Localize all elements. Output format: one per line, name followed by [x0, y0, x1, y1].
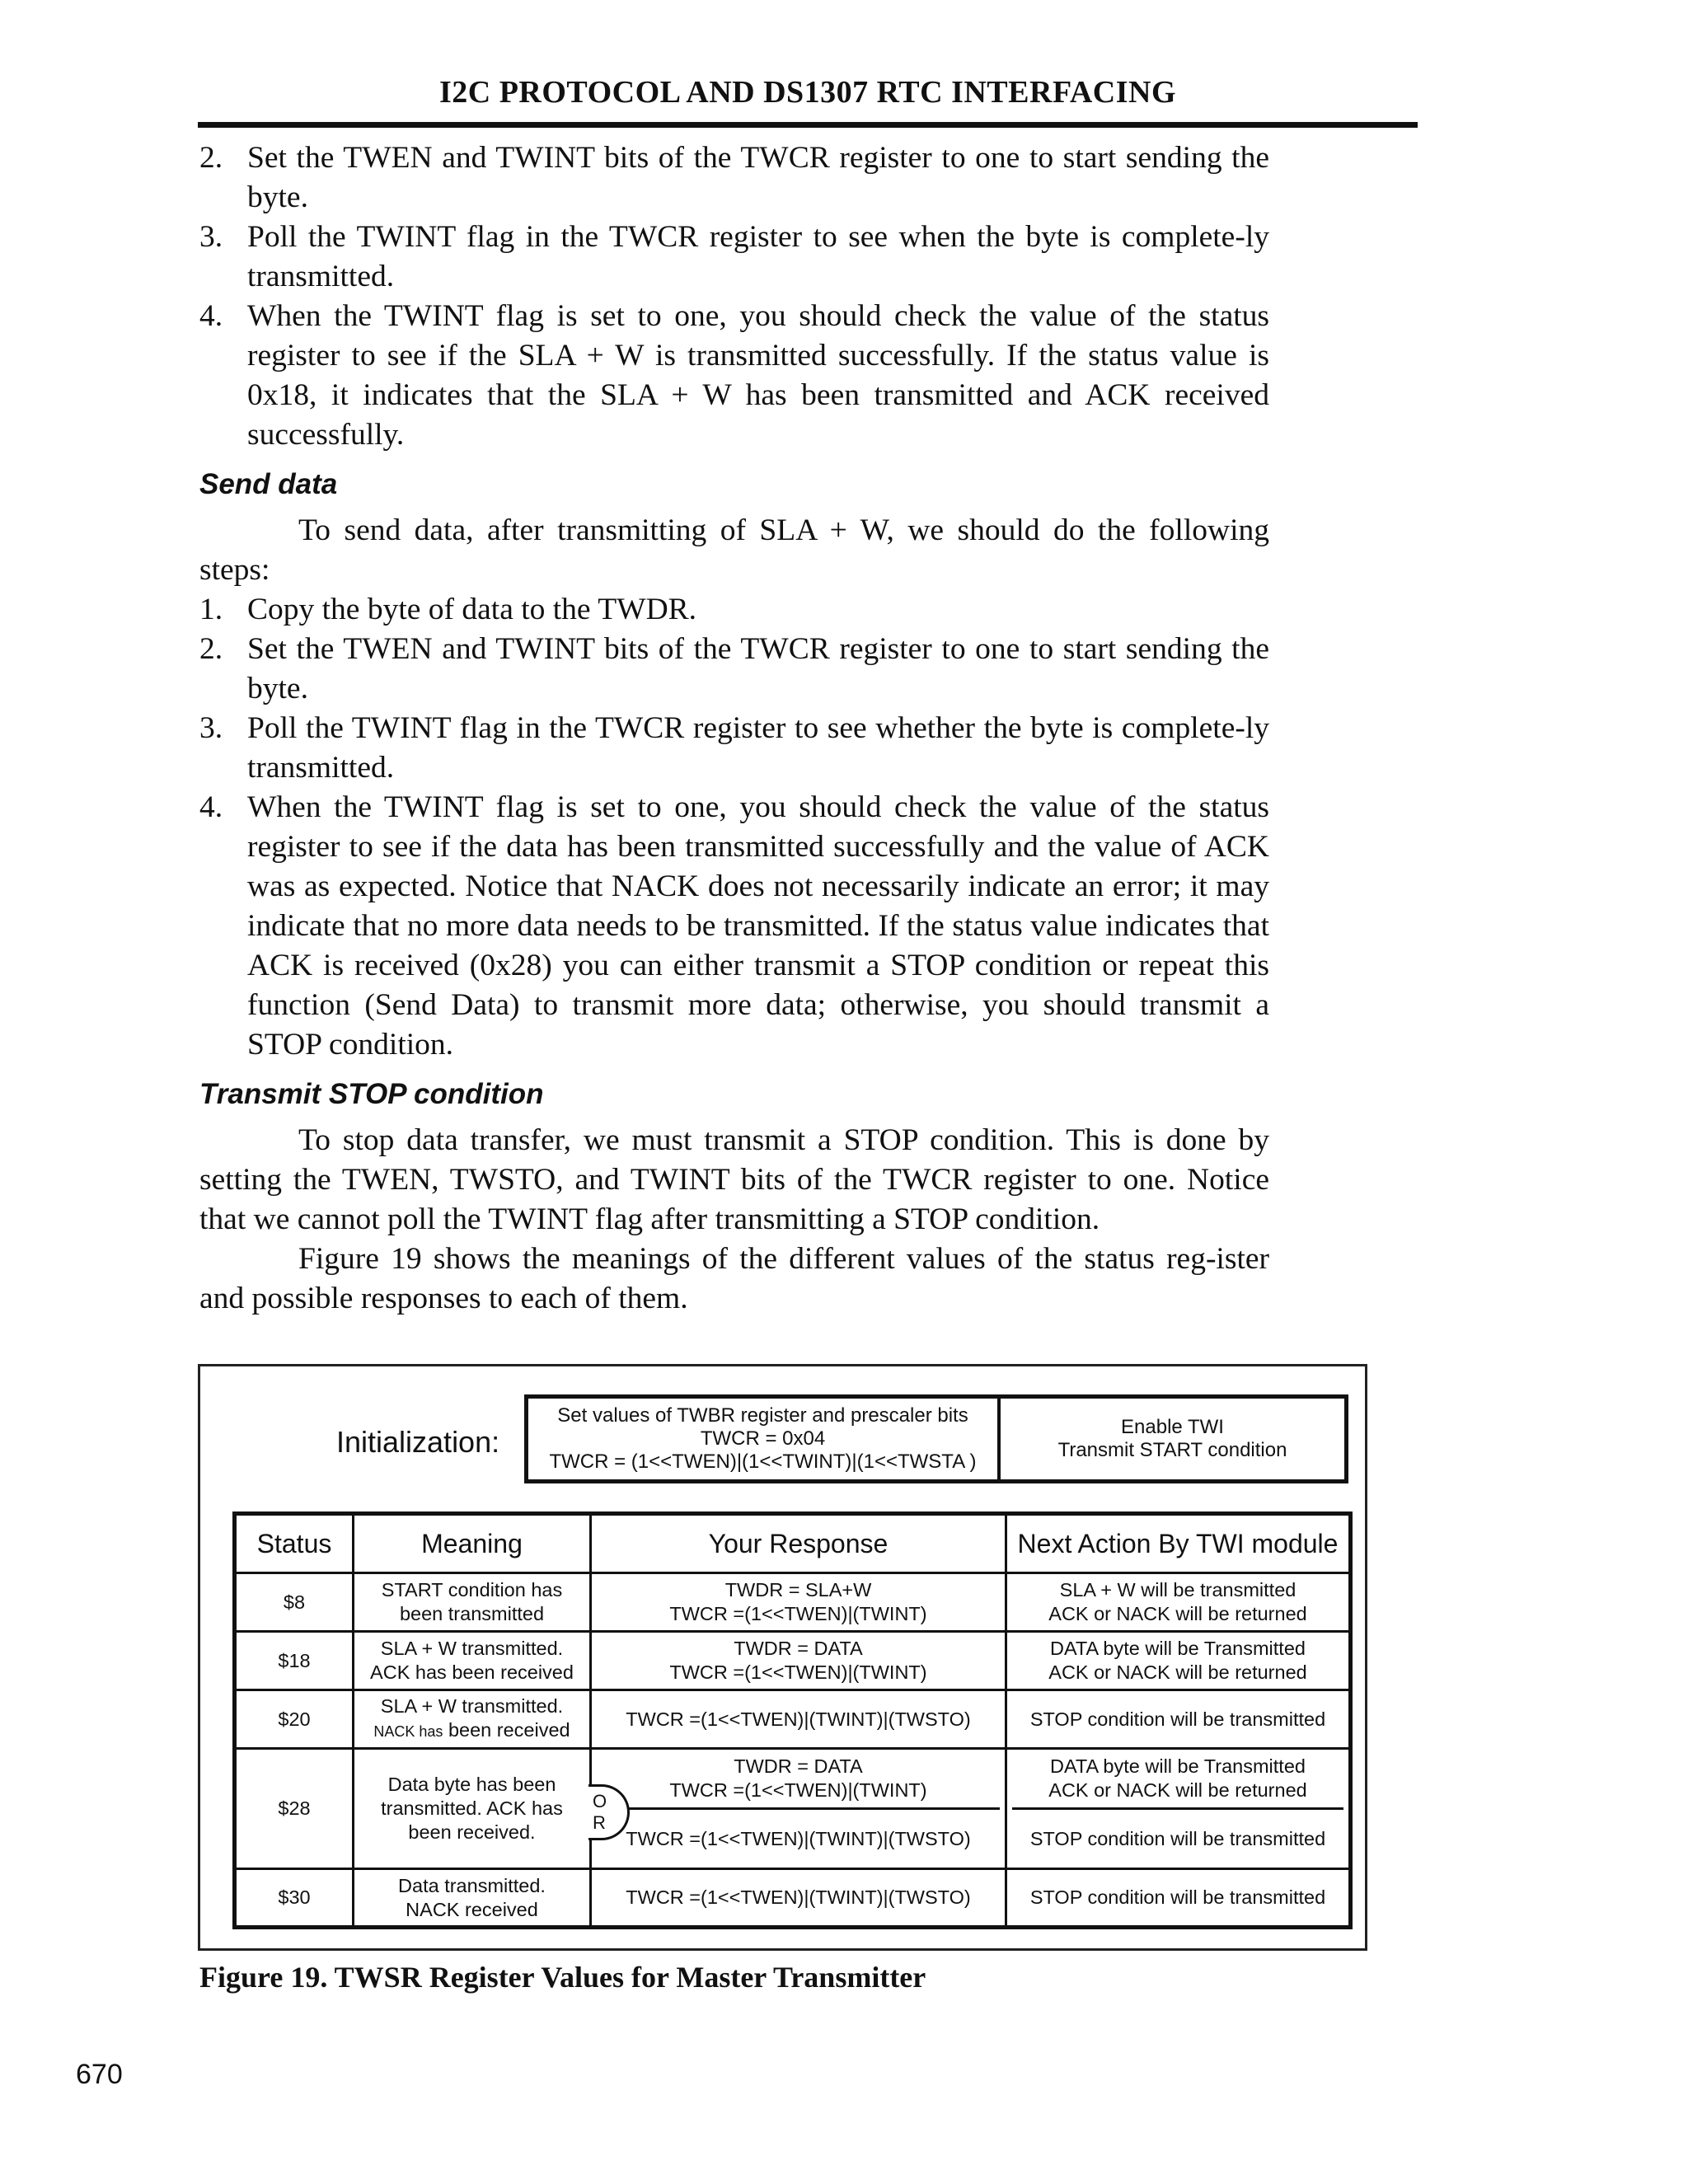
list-item	[199, 630, 1269, 709]
cell-line: ACK or NACK will be returned	[1048, 1603, 1307, 1624]
section-heading-send-data: Send data	[199, 468, 338, 500]
list-item	[199, 138, 1269, 218]
figure-caption: Figure 19. TWSR Register Values for Master Transmitter	[199, 1961, 926, 1994]
list-text: When the TWINT flag is set to one, you should check the value of the status register to see if the data has been transmitted successfully and the value of ACK was as expected. Notice that NACK does not necessarily indicate an error; it may indicate that no more data needs to be transmitted. If the status value indicates that ACK is received (0x28) you can either transmit a STOP condition or repeat this function (Send Data) to transmit more data; otherwise, you should transmit a STOP condition.	[247, 790, 1269, 1062]
list-text: Copy the byte of data to the TWDR.	[247, 593, 697, 626]
response-cell	[591, 1573, 1006, 1632]
or-bracket	[588, 1784, 630, 1840]
cell-line	[359, 1718, 584, 1744]
table-row	[235, 1690, 1351, 1749]
cell-line: TWCR =(1<<TWEN)|(TWINT)|(TWSTO)	[626, 1827, 971, 1849]
list-text: When the TWINT flag is set to one, you should check the value of the status register to see if the SLA + W is transmitted successfully. If the status value is 0x18, it indicates that the SLA + W has been transmitted and ACK received successfully.	[247, 299, 1269, 452]
list-number: 2.	[199, 141, 223, 175]
table-row	[235, 1632, 1351, 1690]
list-text: Poll the TWINT flag in the TWCR register to see whether the byte is complete-ly transmitted.	[247, 711, 1269, 785]
status-cell: $18	[235, 1632, 354, 1690]
column-header: Next Action By TWI module	[1006, 1514, 1351, 1573]
meaning-cell	[354, 1749, 591, 1869]
header-rule	[198, 122, 1418, 128]
next-action-cell	[1006, 1573, 1351, 1632]
status-cell: $28	[235, 1749, 354, 1869]
cell-line: TWCR =(1<<TWEN)|(TWINT)	[669, 1661, 927, 1683]
cell-line: ACK has been received	[370, 1661, 574, 1683]
list-number: 4.	[199, 790, 223, 824]
column-header: Status	[235, 1514, 354, 1573]
cell-line: TWCR =(1<<TWEN)|(TWINT)	[669, 1779, 927, 1801]
intro-steps	[199, 138, 1269, 455]
cell-line: TWDR = DATA	[734, 1638, 863, 1659]
response-cell-split	[591, 1749, 1006, 1869]
cell-line: been transmitted	[399, 1603, 545, 1624]
cell-line: transmitted. ACK has	[381, 1797, 563, 1819]
or-letter: R	[593, 1812, 606, 1833]
cell-line: START condition has	[381, 1579, 563, 1601]
init-line: Enable TWI	[1121, 1416, 1224, 1438]
cell-line: STOP condition will be transmitted	[1029, 1827, 1326, 1849]
cell-line: SLA + W transmitted.	[380, 1695, 564, 1717]
init-line: Set values of TWBR register and prescaler bits	[557, 1404, 968, 1427]
init-register-settings	[528, 1399, 1001, 1479]
cell-line: DATA byte will be Transmitted	[1050, 1755, 1306, 1777]
response-cell	[591, 1632, 1006, 1690]
next-action-cell	[1006, 1632, 1351, 1690]
response-option-a	[597, 1750, 1000, 1810]
running-header: I2C PROTOCOL AND DS1307 RTC INTERFACING	[438, 75, 1177, 110]
init-line: TWCR = 0x04	[700, 1427, 826, 1450]
cell-line: ACK or NACK will be returned	[1048, 1661, 1307, 1683]
list-number: 1.	[199, 593, 223, 626]
table-row	[235, 1573, 1351, 1632]
meaning-cell	[354, 1573, 591, 1632]
cell-line: been received.	[408, 1821, 536, 1843]
meaning-cell	[354, 1632, 591, 1690]
response-option-b	[597, 1810, 1000, 1868]
column-header: Meaning	[354, 1514, 591, 1573]
section-heading-transmit-stop: Transmit STOP condition	[199, 1078, 544, 1110]
meaning-cell	[354, 1869, 591, 1928]
cell-line: NACK received	[406, 1898, 538, 1920]
table-row	[235, 1749, 1351, 1869]
list-number: 3.	[199, 711, 223, 745]
init-line: TWCR = (1<<TWEN)|(1<<TWINT)|(1<<TWSTA )	[549, 1451, 977, 1473]
init-actions	[1001, 1399, 1344, 1479]
initialization-label: Initialization:	[336, 1425, 500, 1459]
list-item	[199, 788, 1269, 1065]
cell-line: ACK or NACK will be returned	[1048, 1779, 1307, 1801]
next-action-cell: STOP condition will be transmitted	[1006, 1869, 1351, 1928]
list-item	[199, 590, 1269, 630]
cell-line: SLA + W will be transmitted	[1059, 1579, 1296, 1601]
next-action-cell-split	[1006, 1749, 1351, 1869]
status-cell: $8	[235, 1573, 354, 1632]
list-text: Set the TWEN and TWINT bits of the TWCR register to one to start sending the byte.	[247, 141, 1269, 214]
cell-line: TWDR = SLA+W	[724, 1579, 872, 1601]
list-text: Set the TWEN and TWINT bits of the TWCR register to one to start sending the byte.	[247, 632, 1269, 705]
init-line: Transmit START condition	[1057, 1439, 1287, 1461]
next-action-option-b	[1012, 1810, 1343, 1868]
transmit-stop-para: To stop data transfer, we must transmit a STOP condition. This is done by setting the TWEN, TWSTO, and TWINT bits of the TWCR register to one. Notice that we cannot poll the TWINT flag after transmitting a STOP condition.	[199, 1123, 1269, 1236]
body-text	[199, 138, 1269, 1319]
table-header-row	[235, 1514, 1351, 1573]
response-cell: TWCR =(1<<TWEN)|(TWINT)|(TWSTO)	[591, 1869, 1006, 1928]
next-action-cell: STOP condition will be transmitted	[1006, 1690, 1351, 1749]
cell-line: DATA byte will be Transmitted	[1050, 1638, 1306, 1659]
initialization-box	[524, 1394, 1348, 1483]
list-number: 4.	[199, 299, 223, 333]
list-item	[199, 709, 1269, 788]
send-data-steps	[199, 590, 1269, 1065]
or-letter: O	[593, 1791, 607, 1811]
meaning-cell	[354, 1690, 591, 1749]
nack-small-text: NACK has	[373, 1723, 443, 1740]
cell-line: Data byte has been	[387, 1774, 556, 1795]
response-cell: TWCR =(1<<TWEN)|(TWINT)|(TWSTO)	[591, 1690, 1006, 1749]
twsr-status-table	[232, 1511, 1353, 1929]
cell-line: TWCR =(1<<TWEN)|(TWINT)	[669, 1603, 927, 1624]
page-number: 670	[76, 2059, 123, 2090]
list-number: 2.	[199, 632, 223, 666]
list-text: Poll the TWINT flag in the TWCR register to see when the byte is complete-ly transmitted.	[247, 220, 1269, 293]
cell-text: been received	[443, 1719, 570, 1741]
cell-line: TWDR = DATA	[734, 1755, 863, 1777]
send-data-intro: To send data, after transmitting of SLA + W, we should do the following steps:	[199, 513, 1269, 587]
figure-reference-para: Figure 19 shows the meanings of the different values of the status reg-ister and possible responses to each of them.	[199, 1242, 1269, 1315]
table-row	[235, 1869, 1351, 1928]
column-header: Your Response	[591, 1514, 1006, 1573]
status-cell: $30	[235, 1869, 354, 1928]
next-action-option-a	[1012, 1750, 1343, 1810]
cell-line: Data transmitted.	[398, 1874, 546, 1896]
list-number: 3.	[199, 220, 223, 254]
status-cell: $20	[235, 1690, 354, 1749]
list-item	[199, 297, 1269, 455]
cell-line: SLA + W transmitted.	[380, 1638, 564, 1659]
list-item	[199, 218, 1269, 297]
